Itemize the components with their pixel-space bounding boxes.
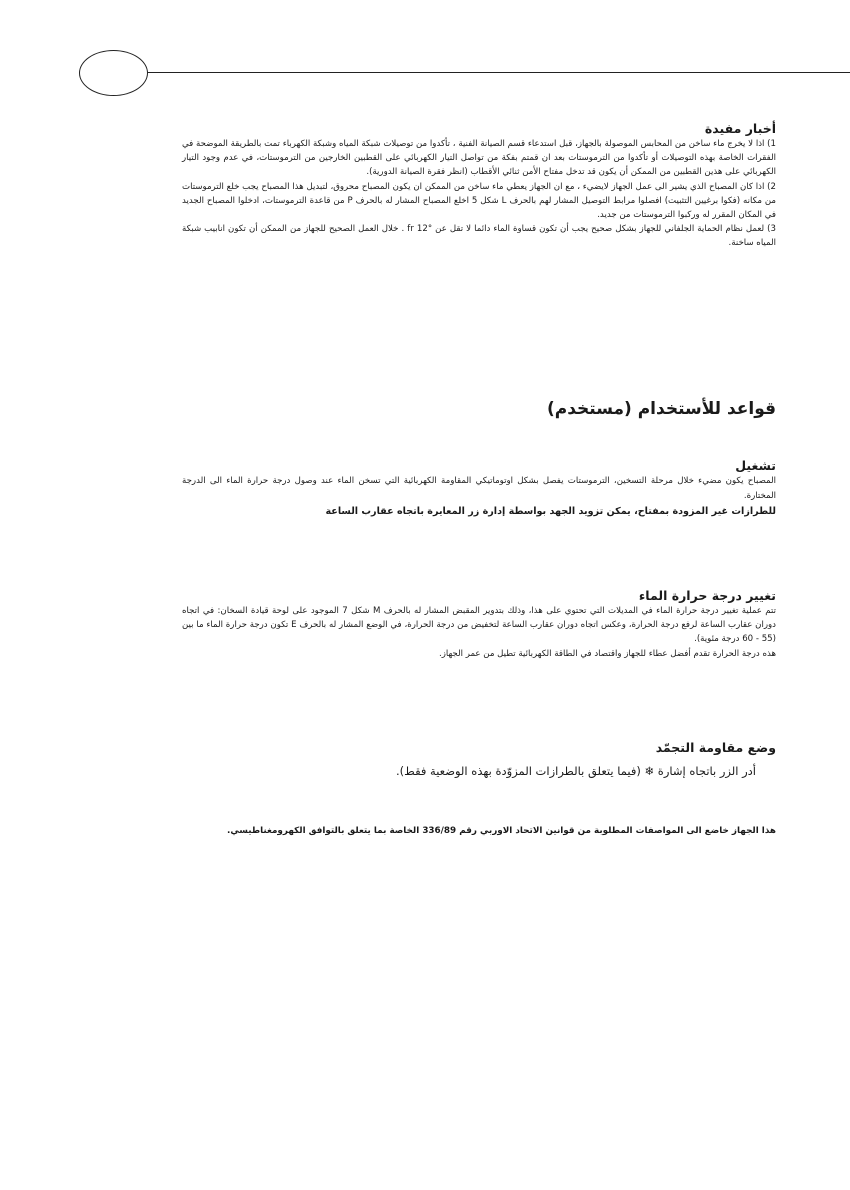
antifreeze-text: أدر الزر باتجاه إشارة ❄ (فيما يتعلق بالطرازات المزوّدة بهذه الوضعية فقط).	[396, 764, 756, 778]
temperature-section	[182, 588, 776, 661]
operation-text: المصباح يكون مضيء خلال مرحلة التسخين، الترموستات يفصل بشكل اوتوماتيكي المقاومة الكهربائية التي تسخن الماء عند وصول درجة حرارة الماء الى الدرجة المختارة.	[182, 476, 776, 501]
temperature-heading: تغيير درجة حرارة الماء	[638, 588, 776, 603]
operation-bold-text: للطرازات غير المزودة بمفتاح، يمكن تزويد الجهد بواسطة إدارة زر المعايرة باتجاه عقارب الساعة	[325, 506, 776, 517]
compliance-section	[182, 823, 776, 840]
usage-rules-section	[182, 398, 776, 420]
temperature-text: تتم عملية تغيير درجة حرارة الماء في المديلات التي تحتوي على هذا، وذلك بتدوير المقبض المشار له بالحرف M شكل 7 الموجود على لوحة قيادة السخان: في اتجاه دوران عقارب الساعة لرفع درجة الحرارة، وعكس اتجاه دوران عقارب الساعة لتخفيض من درجة الحرارة، في الوضع المشار له بالحرف E تكون درجة حرارة الماء ما بين (55 - 60 درجة مئوية).	[182, 606, 777, 645]
page-number-oval	[79, 50, 148, 96]
useful-info-paragraph-3: 3) لعمل نظام الحماية الجلفاني للجهاز بشكل صحيح يجب أن تكون قساوة الماء دائما لا تقل عن fr 12° . خلال العمل الصحيح للجهاز من الممكن أن تكون انابيب شبكة المياه ساخنة.	[182, 224, 776, 249]
useful-info-heading: أخبار مفيدة	[704, 121, 776, 136]
useful-info-section	[182, 121, 776, 251]
header-rule	[145, 72, 850, 73]
usage-rules-heading: قواعد للأستخدام (مستخدم)	[546, 399, 776, 419]
antifreeze-section	[182, 740, 776, 780]
useful-info-paragraph-1: 1) اذا لا يخرج ماء ساخن من المحابس الموصولة بالجهاز، قبل استدعاء قسم الصيانة الفنية ، تأكدوا من توصيلات شبكة المياه وشبكة الكهرباء تمت بالطريقة الموضحة في الفقرات الخاصة بهذه التوصيلات أو تأكدوا من الترموستات بعد ان قمتم بفكة من تواصل التيار الكهربائي على القطبين الخارجين من الترموستات، في عدم وجود التيار الكهربائي على هذين القطبين من الممكن أن يكون قد تدخل مفتاح الأمن ثنائي الأقطاب (انظر فقرة الصيانة الدورية).	[182, 139, 776, 178]
operation-heading: تشغيل	[735, 458, 776, 473]
compliance-text: هذا الجهاز خاضع الى المواصفات المطلوبة من قوانين الاتحاد الاوربي رقم 336/89 الخاصة بما يتعلق بالتوافق الكهرومغناطيسي.	[227, 826, 776, 836]
operation-section	[182, 458, 776, 520]
antifreeze-heading: وضع مقاومة التجمّد	[655, 740, 776, 755]
useful-info-paragraph-2: 2) اذا كان المصباح الذي يشير الى عمل الجهاز لايضيء ، مع ان الجهاز يعطي ماء ساخن من الممكن ان يكون المصباح محروق، لتبديل هذا المصباح يجب خلع الترموستات من مكانه (فكوا برغيين التثبيت) افصلوا مرابط التوصيل المشار لهم بالحرف L شكل 5 اخلع المصباح المشار له بالحرف P من قاعدة الترموستات، ادخلوا المصباح الجديد في المكان المقرر له وركبوا الترموستات من جديد.	[182, 181, 777, 221]
temperature-text-2: هذه درجة الحرارة تقدم أفضل عطاء للجهاز واقتصاد في الطاقة الكهربائية تطيل من عمر الجهاز.	[438, 648, 776, 659]
